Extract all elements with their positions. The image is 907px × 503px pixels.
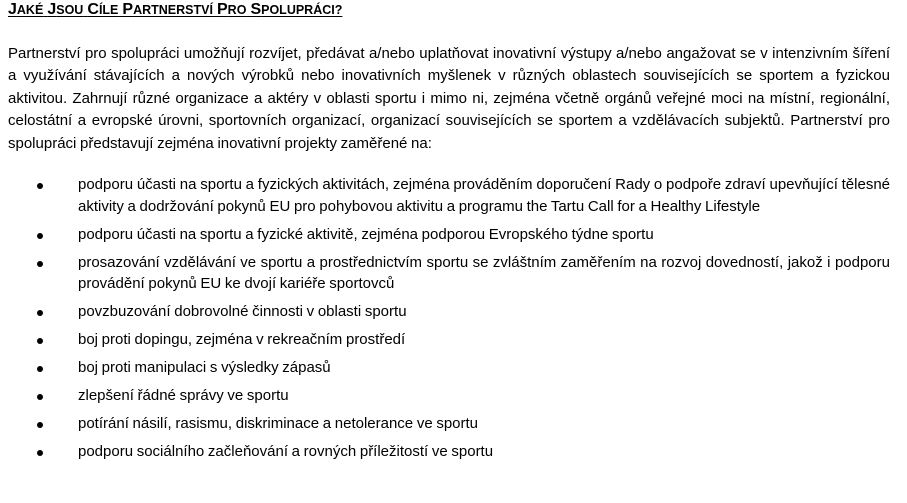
bullet-icon (37, 261, 43, 267)
intro-paragraph: Partnerství pro spolupráci umožňují rozvíjet, předávat a/nebo uplatňovat inovativní výstupy a/nebo angažovat se v intenzivním šíření a využívání stávajících a nových výrobků nebo inovativních myšlenek v různých oblastech souvisejících se sportem a fyzickou aktivitou. Zahrnují různé organizace a aktéry v oblasti sportu i mimo ni, zejména včetně orgánů veřejné moci na místní, regionální, celostátní a evropské úrovni, sportovních organizací, organizací souvisejících se sportem a vzdělávacích subjektů. Partnerství pro spolupráci představují zejména inovativní projekty zaměřené na: (8, 45, 890, 152)
list-item-text: prosazování vzdělávání ve sportu a prostřednictvím sportu se zvláštním zaměřením na rozvoj dovedností, jakož i podporu provádění pokynů EU ke dvojí kariéře sportovců (78, 253, 890, 293)
list-item (8, 413, 890, 435)
section-heading: JAKÉ JSOU CÍLE PARTNERSTVÍ PRO SPOLUPRÁCI? (8, 1, 343, 18)
list-item (8, 441, 890, 463)
bullet-icon (37, 394, 43, 400)
bullet-icon (37, 450, 43, 456)
list-item-text: boj proti dopingu, zejména v rekreačním prostředí (78, 331, 406, 348)
list-item (8, 357, 890, 379)
list-item (8, 301, 890, 323)
list-item (8, 174, 890, 217)
list-item-text: povzbuzování dobrovolné činnosti v oblasti sportu (78, 303, 407, 321)
list-item-text: potírání násilí, rasismu, diskriminace a netolerance ve sportu (78, 414, 479, 432)
list-item (8, 329, 890, 351)
document-page (8, 0, 890, 468)
bullet-icon (37, 183, 43, 189)
list-item-text: podporu účasti na sportu a fyzické aktivitě, zejména podporou Evropského týdne sportu (78, 225, 654, 243)
bullet-icon (37, 366, 43, 372)
bullet-icon (37, 233, 43, 239)
list-item (8, 385, 890, 407)
bullet-icon (37, 310, 43, 316)
bullet-icon (37, 338, 43, 344)
goals-list (8, 174, 890, 462)
list-item-text: podporu účasti na sportu a fyzických aktivitách, zejména prováděním doporučení Rady o podpoře zdraví upevňující tělesné aktivity a dodržování pokynů EU pro pohybovou aktivitu a programu the Tartu Call for a Healthy Lifestyle (78, 176, 890, 215)
list-item (8, 252, 890, 295)
list-item-text: boj proti manipulaci s výsledky zápasů (78, 358, 331, 376)
list-item-text: zlepšení řádné správy ve sportu (78, 386, 289, 404)
bullet-icon (37, 422, 43, 428)
list-item-text: podporu sociálního začleňování a rovných příležitostí ve sportu (78, 442, 494, 460)
list-item (8, 224, 890, 246)
